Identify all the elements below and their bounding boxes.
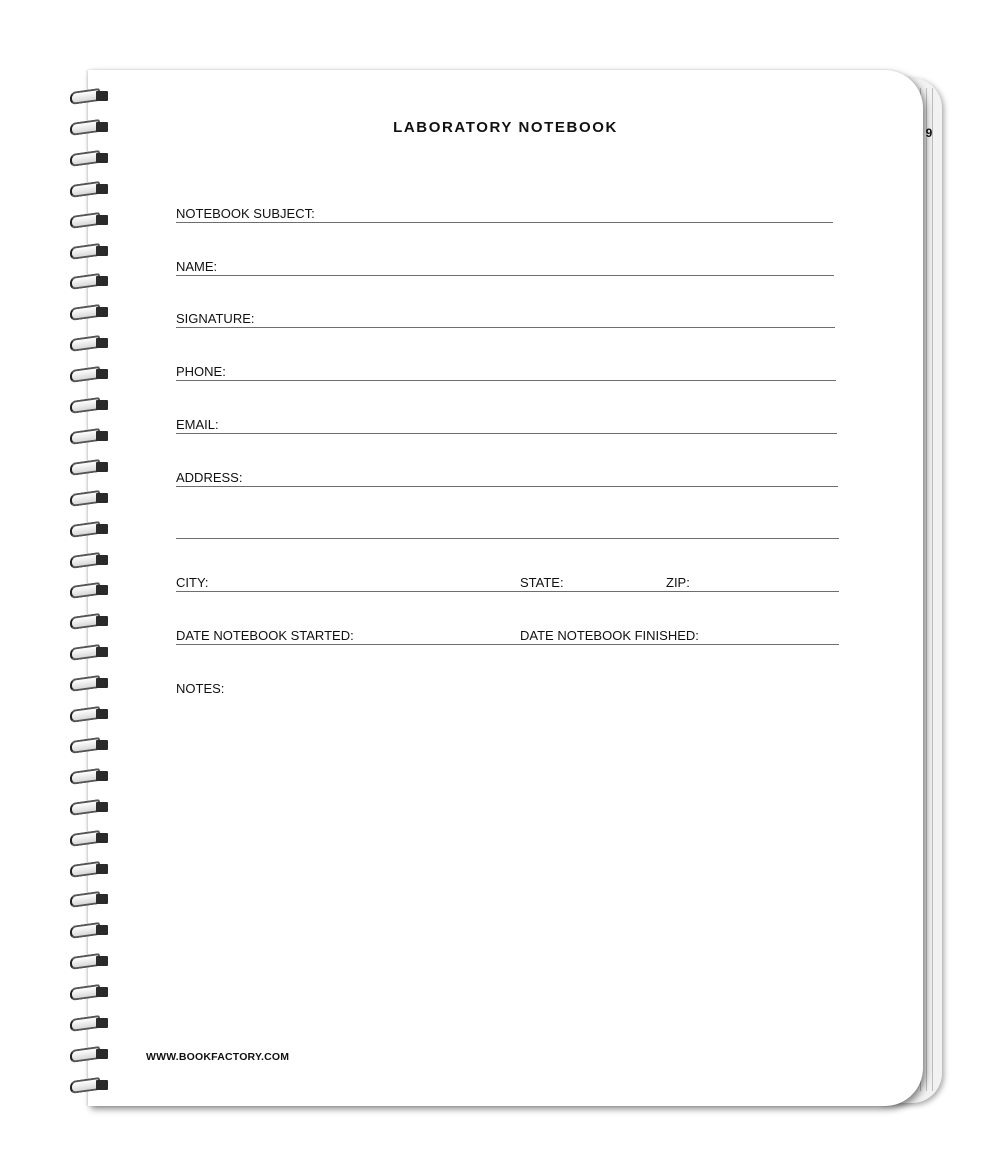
- notes-label: NOTES:: [176, 681, 225, 696]
- spiral-coil: [66, 428, 112, 444]
- spiral-coil: [66, 119, 112, 135]
- spiral-coil: [66, 521, 112, 537]
- spiral-coil: [66, 582, 112, 598]
- page-number-tab: 9: [925, 126, 933, 140]
- phone-label: PHONE:: [176, 364, 226, 379]
- spiral-coil: [66, 304, 112, 320]
- spiral-coil: [66, 706, 112, 722]
- spiral-coil: [66, 613, 112, 629]
- phone-field[interactable]: [176, 358, 836, 381]
- address-line-2[interactable]: [176, 516, 839, 539]
- state-label: STATE:: [520, 575, 564, 590]
- spiral-coil: [66, 768, 112, 784]
- spiral-coil: [66, 1046, 112, 1062]
- spiral-coil: [66, 830, 112, 846]
- spiral-coil: [66, 243, 112, 259]
- spiral-coil: [66, 1015, 112, 1031]
- name-label: NAME:: [176, 259, 218, 274]
- spiral-coil: [66, 181, 112, 197]
- spiral-coil: [66, 891, 112, 907]
- spiral-coil: [66, 273, 112, 289]
- spiral-coil: [66, 1077, 112, 1093]
- signature-field[interactable]: [176, 305, 835, 328]
- city-label: CITY:: [176, 575, 209, 590]
- spiral-coil: [66, 953, 112, 969]
- spiral-coil: [66, 737, 112, 753]
- subject-field[interactable]: [176, 200, 833, 223]
- zip-label: ZIP:: [666, 575, 690, 590]
- signature-label: SIGNATURE:: [176, 311, 255, 326]
- page-title: LABORATORY NOTEBOOK: [393, 119, 618, 136]
- spiral-coil: [66, 490, 112, 506]
- spiral-coil: [66, 150, 112, 166]
- date-started-label: DATE NOTEBOOK STARTED:: [176, 628, 354, 643]
- spiral-coil: [66, 366, 112, 382]
- spiral-coil: [66, 984, 112, 1000]
- email-label: EMAIL:: [176, 417, 219, 432]
- spiral-coil: [66, 644, 112, 660]
- spiral-coil: [66, 922, 112, 938]
- spiral-coil: [66, 552, 112, 568]
- footer-url: WWW.BOOKFACTORY.COM: [146, 1051, 290, 1063]
- spiral-coil: [66, 212, 112, 228]
- subject-label: NOTEBOOK SUBJECT:: [176, 206, 315, 221]
- spiral-coil: [66, 459, 112, 475]
- city-state-zip-field[interactable]: [176, 569, 839, 592]
- address-field[interactable]: [176, 464, 838, 487]
- address-label: ADDRESS:: [176, 470, 243, 485]
- date-finished-label: DATE NOTEBOOK FINISHED:: [520, 628, 699, 643]
- spiral-coil: [66, 675, 112, 691]
- spiral-coil: [66, 799, 112, 815]
- name-field[interactable]: [176, 253, 834, 276]
- spiral-coil: [66, 335, 112, 351]
- spiral-coil: [66, 397, 112, 413]
- email-field[interactable]: [176, 411, 837, 434]
- notebook-page: [88, 70, 923, 1106]
- spiral-coil: [66, 88, 112, 104]
- dates-field[interactable]: [176, 622, 839, 645]
- spiral-coil: [66, 861, 112, 877]
- spiral-binding: [66, 88, 116, 1088]
